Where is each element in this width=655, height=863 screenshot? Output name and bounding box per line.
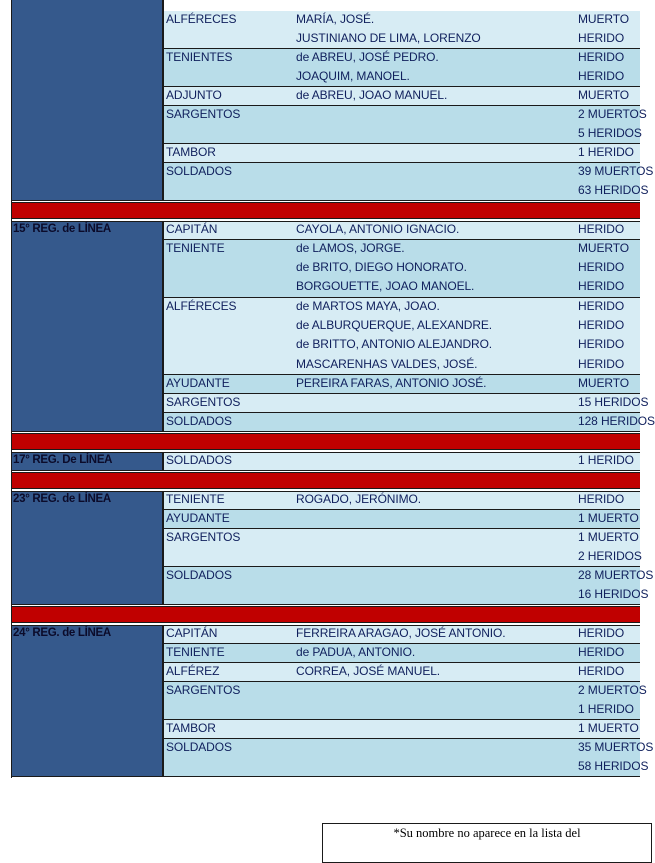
- casualty-status: 2 MUERTOS: [578, 107, 647, 121]
- rank-label: TENIENTE: [166, 645, 225, 659]
- rank-label: ALFÉRECES: [166, 299, 237, 313]
- casualty-status: 128 HERIDOS: [578, 414, 655, 428]
- rank-label: SOLDADOS: [166, 568, 232, 582]
- rank-label: ALFÉREZ: [166, 664, 220, 678]
- casualty-status: 1 MUERTO: [578, 721, 639, 735]
- casualty-status: 58 HERIDOS: [578, 759, 649, 774]
- casualty-status: 2 MUERTOS: [578, 683, 647, 697]
- officer-name: de BRITO, DIEGO HONORATO.: [296, 260, 467, 275]
- casualty-status: HERIDO: [578, 492, 625, 506]
- casualty-status: HERIDO: [578, 337, 625, 352]
- casualty-status: 1 HERIDO: [578, 145, 634, 159]
- officer-name: ROGADO, JERÓNIMO.: [296, 492, 421, 506]
- rank-label: SOLDADOS: [166, 740, 232, 754]
- rank-label: CAPITÁN: [166, 222, 218, 236]
- regiment-name: 23° REG. de LÍNEA: [13, 493, 111, 505]
- officer-name: MASCARENHAS VALDES, JOSÉ.: [296, 356, 478, 371]
- casualty-status: HERIDO: [578, 260, 625, 275]
- casualty-status: MUERTO: [578, 88, 629, 102]
- rank-label: SARGENTOS: [166, 530, 241, 544]
- rank-label: AYUDANTE: [166, 511, 230, 525]
- officer-name: de PADUA, ANTONIO.: [296, 645, 416, 659]
- casualty-status: MUERTO: [578, 241, 629, 255]
- casualty-status: HERIDO: [578, 299, 625, 313]
- casualty-status: HERIDO: [578, 69, 625, 84]
- casualty-status: HERIDO: [578, 279, 625, 294]
- casualty-status: HERIDO: [578, 645, 625, 659]
- casualty-status: 5 HERIDOS: [578, 126, 642, 141]
- casualty-status: MUERTO: [578, 12, 629, 26]
- rank-label: AYUDANTE: [166, 376, 230, 390]
- rank-label: SARGENTOS: [166, 683, 241, 697]
- casualty-status: 1 MUERTO: [578, 530, 639, 544]
- officer-name: FERREIRA ARAGAO, JOSÉ ANTONIO.: [296, 626, 506, 640]
- officer-name: CAYOLA, ANTONIO IGNACIO.: [296, 222, 460, 236]
- officer-name: MARÍA, JOSÉ.: [296, 12, 375, 26]
- casualty-status: HERIDO: [578, 318, 625, 333]
- casualty-status: HERIDO: [578, 222, 625, 236]
- officer-name: de LAMOS, JORGE.: [296, 241, 405, 255]
- officer-name: de ABREU, JOAO MANUEL.: [296, 88, 448, 102]
- rank-label: SARGENTOS: [166, 395, 241, 409]
- casualty-status: HERIDO: [578, 664, 625, 678]
- officer-name: de MARTOS MAYA, JOAO.: [296, 299, 440, 313]
- officer-name: BORGOUETTE, JOAO MANOEL.: [296, 279, 475, 294]
- rank-label: TENIENTE: [166, 492, 225, 506]
- regiment-name: 15° REG. de LÍNEA: [13, 223, 111, 235]
- table-frame: [11, 0, 655, 778]
- rank-label: TENIENTE: [166, 241, 225, 255]
- casualty-status: 1 HERIDO: [578, 453, 634, 467]
- rank-label: CAPITÁN: [166, 626, 218, 640]
- officer-name: JUSTINIANO DE LIMA, LORENZO: [296, 31, 481, 46]
- footnote-box: [322, 823, 652, 863]
- casualty-status: 2 HERIDOS: [578, 549, 642, 564]
- footnote-text: *Su nombre no aparece en la lista del: [393, 826, 581, 840]
- casualty-status: MUERTO: [578, 376, 629, 390]
- officer-name: de ABREU, JOSÉ PEDRO.: [296, 50, 439, 64]
- casualty-status: HERIDO: [578, 50, 625, 64]
- regiment-name: 17° REG. De LÍNEA: [13, 454, 113, 466]
- officer-name: CORREA, JOSÉ MANUEL.: [296, 664, 441, 678]
- rank-label: SOLDADOS: [166, 453, 232, 467]
- officer-name: de BRITTO, ANTONIO ALEJANDRO.: [296, 337, 493, 352]
- casualty-status: 28 MUERTOS: [578, 568, 654, 582]
- casualty-status: HERIDO: [578, 626, 625, 640]
- casualty-status: 63 HERIDOS: [578, 183, 649, 198]
- casualty-status: HERIDO: [578, 356, 625, 371]
- casualty-status: 15 HERIDOS: [578, 395, 649, 409]
- rank-label: TAMBOR: [166, 721, 216, 735]
- rank-label: SARGENTOS: [166, 107, 241, 121]
- casualty-status: 1 MUERTO: [578, 511, 639, 525]
- regiment-name: 24° REG. de LÍNEA: [13, 627, 111, 639]
- casualty-status: 35 MUERTOS: [578, 740, 654, 754]
- casualty-status: 16 HERIDOS: [578, 587, 649, 602]
- officer-name: PEREIRA FARAS, ANTONIO JOSÉ.: [296, 376, 487, 390]
- officer-name: de ALBURQUERQUE, ALEXANDRE.: [296, 318, 493, 333]
- rank-label: SOLDADOS: [166, 414, 232, 428]
- rank-label: TAMBOR: [166, 145, 216, 159]
- rank-label: SOLDADOS: [166, 164, 232, 178]
- rank-label: ALFÉRECES: [166, 12, 237, 26]
- casualty-status: 39 MUERTOS: [578, 164, 654, 178]
- casualty-status: 1 HERIDO: [578, 702, 634, 717]
- rank-label: ADJUNTO: [166, 88, 222, 102]
- rank-label: TENIENTES: [166, 50, 233, 64]
- casualty-status: HERIDO: [578, 31, 625, 46]
- officer-name: JOAQUIM, MANOEL.: [296, 69, 410, 84]
